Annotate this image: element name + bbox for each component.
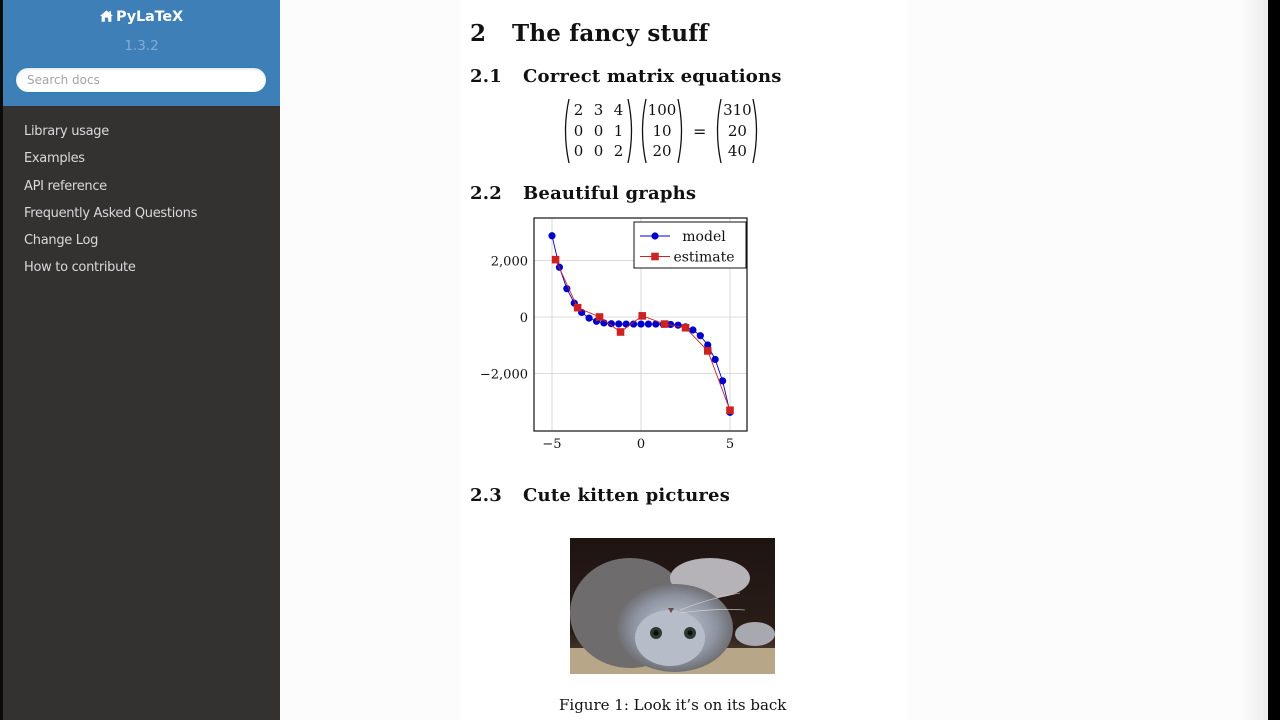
vector-cell: 10 — [652, 121, 672, 140]
y-tick-label: 0 — [519, 311, 528, 326]
data-point — [645, 320, 652, 327]
figure-caption: Figure 1: Look it’s on its back — [559, 696, 787, 714]
subsection-title: Beautiful graphs — [523, 183, 697, 204]
data-point — [548, 232, 555, 239]
data-point — [712, 356, 719, 363]
data-point — [726, 406, 734, 414]
line-chart — [460, 205, 760, 460]
matrix-cell: 0 — [573, 121, 584, 140]
kitten-photo — [570, 538, 775, 674]
matrix-cell: 2 — [573, 101, 584, 120]
version-label: 1.3.2 — [124, 38, 159, 54]
brand-link[interactable] — [3, 9, 280, 25]
subsection-number: 2.1 — [470, 66, 502, 87]
legend-marker-square-icon — [651, 253, 659, 261]
series-estimate — [552, 256, 734, 414]
subsection-title: Cute kitten pictures — [523, 485, 731, 506]
sidebar-item-api-reference[interactable]: API reference — [24, 178, 107, 194]
section-heading — [470, 20, 708, 47]
left-paren — [639, 98, 647, 164]
matrix-cell: 3 — [593, 101, 604, 120]
data-point — [596, 313, 604, 321]
x-tick-label: −5 — [542, 437, 562, 452]
legend-label: estimate — [673, 249, 735, 266]
search-input[interactable] — [15, 67, 267, 93]
sidebar-item-examples[interactable]: Examples — [24, 151, 85, 167]
vector-cell: 20 — [652, 142, 672, 161]
sidebar — [3, 0, 280, 720]
sidebar-item-faq[interactable]: Frequently Asked Questions — [24, 205, 198, 221]
subsection-number: 2.2 — [470, 183, 502, 204]
data-point — [682, 324, 690, 332]
data-point — [585, 315, 592, 322]
data-point — [552, 256, 560, 264]
data-point — [704, 347, 712, 355]
matrix-cell: 2 — [613, 142, 624, 161]
window-right-edge — [1268, 0, 1280, 720]
sidebar-item-library-usage[interactable]: Library usage — [24, 124, 109, 139]
left-paren — [714, 98, 722, 164]
right-paren — [752, 98, 760, 164]
matrix-cell: 0 — [593, 121, 604, 140]
data-point — [617, 328, 625, 336]
y-tick-label: −2,000 — [479, 367, 528, 383]
left-paren — [562, 98, 570, 164]
data-point — [661, 320, 669, 328]
subsection-heading-graphs — [470, 183, 696, 204]
chart-legend — [634, 222, 746, 268]
sidebar-header — [3, 0, 280, 106]
axis-tick-labels — [480, 255, 734, 453]
data-point — [674, 322, 681, 329]
matrix-cell: 4 — [613, 101, 624, 120]
input-vector — [647, 100, 677, 162]
vector-cell: 310 — [723, 101, 752, 120]
data-point — [638, 312, 646, 320]
sidebar-item-how-to-contribute[interactable]: How to contribute — [24, 260, 136, 276]
vector-cell: 100 — [647, 101, 677, 120]
sidebar-item-change-log[interactable]: Change Log — [24, 233, 99, 249]
equals-sign: = — [693, 121, 707, 141]
subsection-heading-matrix — [470, 66, 782, 87]
section-title: The fancy stuff — [512, 20, 709, 47]
data-point — [615, 320, 622, 327]
legend-label: model — [682, 229, 726, 245]
matrix-equation — [562, 97, 760, 165]
brand-name: PyLaTeX — [116, 9, 183, 25]
right-paren — [627, 98, 635, 164]
y-tick-label: 2,000 — [490, 254, 528, 270]
right-paren — [677, 98, 685, 164]
vector-cell: 40 — [727, 142, 747, 161]
x-tick-label: 5 — [725, 437, 735, 452]
subsection-number: 2.3 — [470, 485, 502, 506]
result-vector — [722, 100, 752, 162]
data-point — [697, 332, 704, 339]
sidebar-nav — [3, 118, 280, 282]
home-icon — [100, 10, 113, 22]
matrix-cell: 1 — [613, 121, 624, 140]
subsection-title: Correct matrix equations — [523, 66, 782, 87]
legend-marker-circle-icon — [651, 232, 658, 239]
data-point — [637, 320, 644, 327]
vector-cell: 20 — [727, 121, 747, 140]
document-page — [460, 0, 908, 720]
section-number: 2 — [470, 20, 487, 47]
data-point — [574, 304, 582, 312]
matrix-cell: 0 — [593, 142, 604, 161]
subsection-heading-kittens — [470, 485, 730, 506]
x-tick-label: 0 — [636, 437, 646, 452]
coefficient-matrix — [570, 100, 627, 162]
matrix-cell: 0 — [573, 142, 584, 161]
scroll-shadow — [1240, 0, 1268, 720]
data-point — [623, 320, 630, 327]
